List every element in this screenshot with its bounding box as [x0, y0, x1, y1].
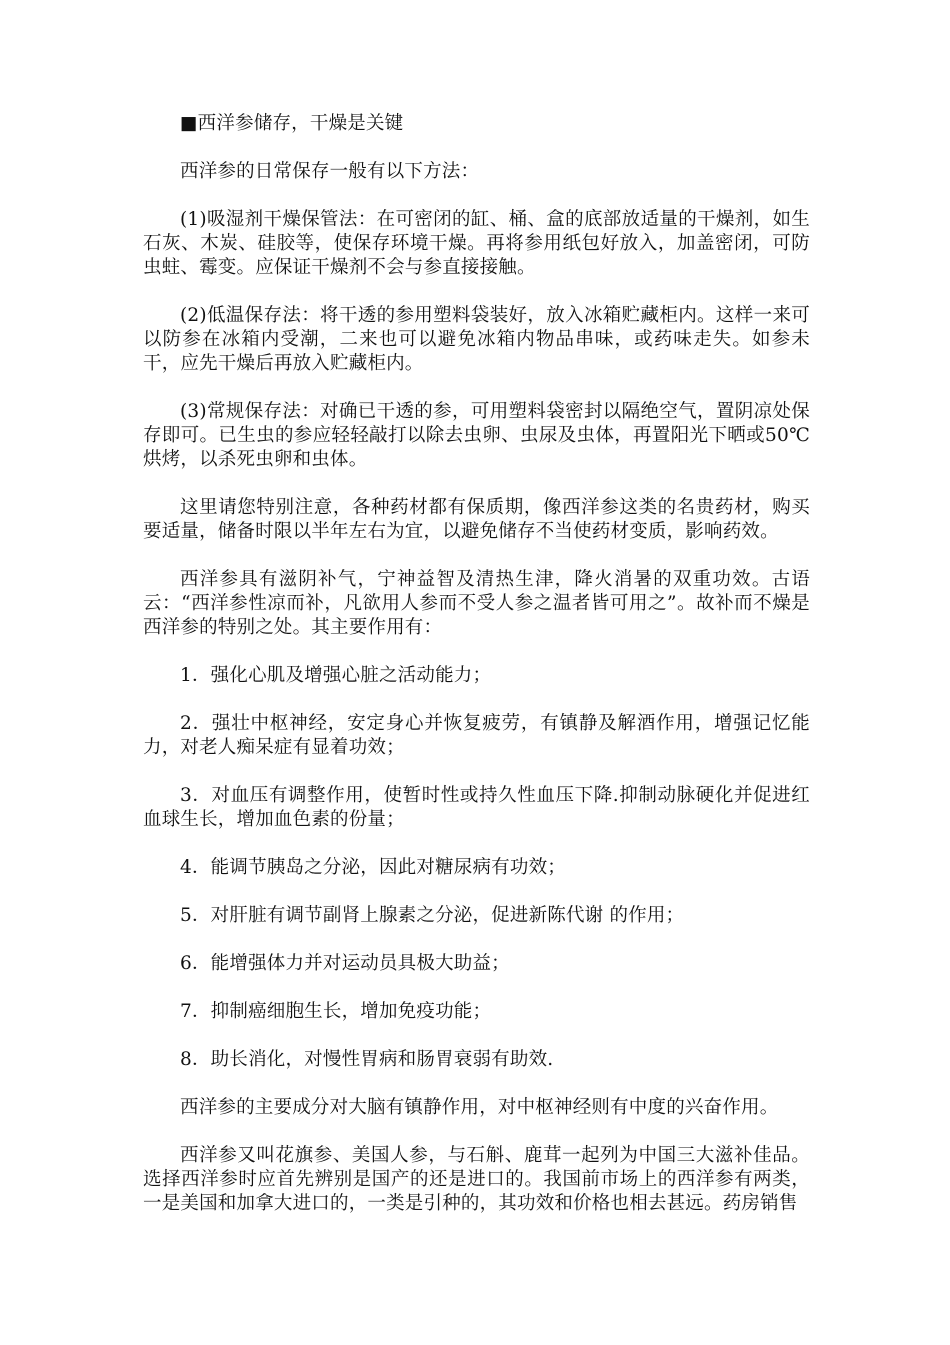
document-body: [143, 112, 810, 1216]
closing-paragraph: 西洋参又叫花旗参、美国人参，与石斛、鹿茸一起列为中国三大滋补佳品。选择西洋参时应首先辨别是国产的还是进口的。我国前市场上的西洋参有两类，一是美国和加拿大进口的，一类是引种的，其功效和价格也相去甚远。药房销售: [143, 1145, 810, 1214]
component-paragraph: 西洋参的主要成分对大脑有镇静作用，对中枢神经则有中度的兴奋作用。: [180, 1097, 779, 1118]
method-paragraph-3: (3)常规保存法：对确已干透的参，可用塑料袋密封以隔绝空气，置阴凉处保存即可。已生虫的参应轻轻敲打以除去虫卵、虫尿及虫体，再置阳光下晒或50℃烘烤，以杀死虫卵和虫体。: [143, 401, 810, 470]
intro-paragraph: 西洋参的日常保存一般有以下方法：: [180, 161, 480, 182]
effects-intro-paragraph: 西洋参具有滋阴补气，宁神益智及清热生津，降火消暑的双重功效。古语云：“西洋参性凉而补，凡欲用人参而不受人参之温者皆可用之”。故补而不燥是西洋参的特别之处。其主要作用有：: [143, 569, 810, 638]
method-paragraph-2: (2)低温保存法：将干透的参用塑料袋装好，放入冰箱贮藏柜内。这样一来可以防参在冰箱内受潮，二来也可以避免冰箱内物品串味，或药味走失。如参未干，应先干燥后再放入贮藏柜内。: [143, 305, 810, 374]
method-paragraph-1: (1)吸湿剂干燥保管法：在可密闭的缸、桶、盒的底部放适量的干燥剂，如生石灰、木炭、硅胶等，使保存环境干燥。再将参用纸包好放入，加盖密闭，可防虫蛀、霉变。应保证干燥剂不会与参直接接触。: [143, 209, 810, 278]
effect-item-4: 4．能调节胰岛之分泌，因此对糖尿病有功效；: [180, 857, 566, 878]
section-heading: ■西洋参储存，干燥是关键: [180, 113, 404, 134]
effect-item-1: 1．强化心肌及增强心脏之活动能力；: [180, 665, 492, 686]
effect-item-8: 8．助长消化，对慢性胃病和肠胃衰弱有助效.: [180, 1049, 554, 1070]
effect-item-7: 7．抑制癌细胞生长，增加免疫功能；: [180, 1001, 492, 1022]
effect-item-2: 2．强壮中枢神经，安定身心并恢复疲劳，有镇静及解酒作用，增强记忆能力，对老人痴呆症有显着功效；: [143, 713, 810, 758]
effect-item-6: 6．能增强体力并对运动员具极大助益；: [180, 953, 510, 974]
note-paragraph: 这里请您特别注意，各种药材都有保质期，像西洋参这类的名贵药材，购买要适量，储备时限以半年左右为宜，以避免储存不当使药材变质，影响药效。: [143, 497, 810, 542]
effect-item-5: 5．对肝脏有调节副肾上腺素之分泌，促进新陈代谢 的作用；: [180, 905, 685, 926]
effect-item-3: 3．对血压有调整作用，使暂时性或持久性血压下降.抑制动脉硬化并促进红血球生长，增加血色素的份量；: [143, 785, 810, 830]
